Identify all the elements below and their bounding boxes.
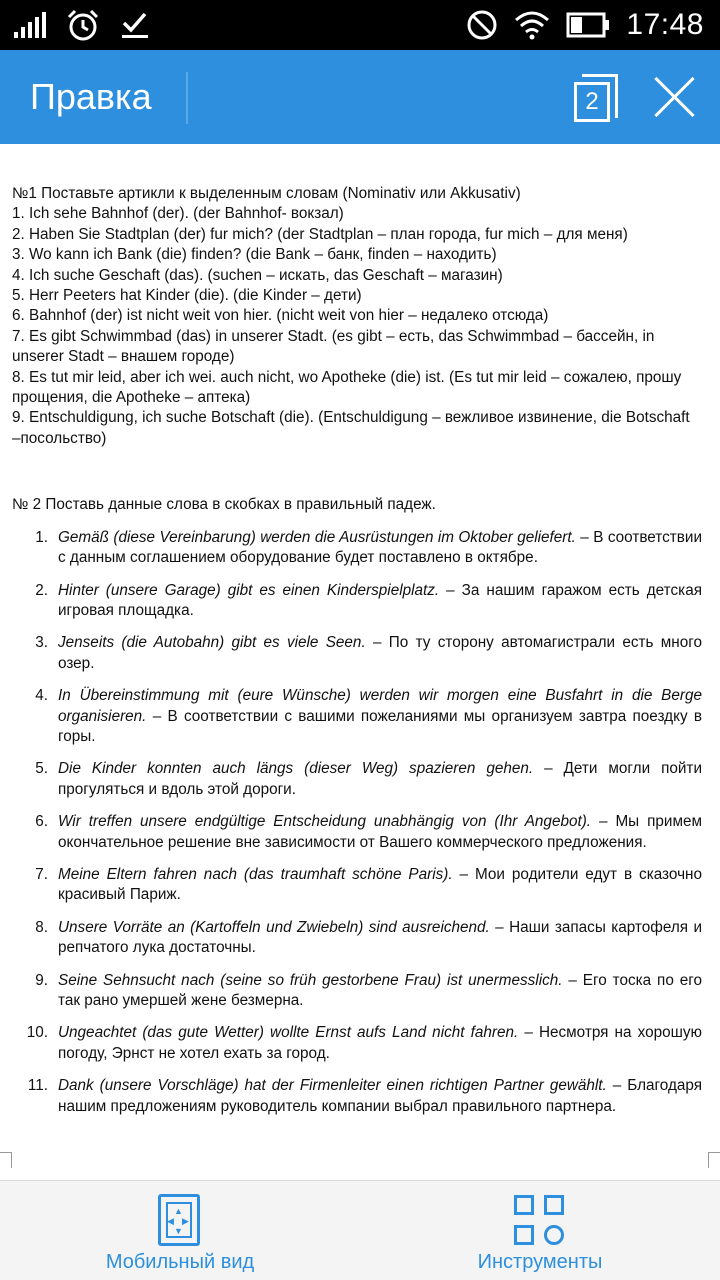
article-answer: (die) <box>279 409 310 427</box>
german-sentence: Gemäß (diese Vereinbarung) werden die Ausrüstungen im Oktober geliefert. <box>58 528 576 546</box>
list-item <box>12 1023 702 1064</box>
battery-icon <box>566 12 610 38</box>
mobile-view-label: Мобильный вид <box>105 1251 255 1273</box>
article-answer: (das) <box>176 327 211 345</box>
exercise-1-line: 8. Es tut mir leid, aber ich wei. auch nicht, wo Apotheke (die) ist. (Es tut mir leid – сожалею, прошу прощения, die Apotheke – аптека) <box>12 368 682 407</box>
german-sentence: Seine Sehnsucht nach (seine so früh gestorbene Frau) ist unermesslich. <box>58 971 563 989</box>
tools-button[interactable] <box>360 1181 720 1280</box>
list-item <box>12 865 702 906</box>
list-item-number: 11. <box>27 1077 48 1095</box>
german-sentence: Meine Eltern fahren nach (das traumhaft schöne Paris). <box>58 865 453 883</box>
list-item <box>12 812 702 853</box>
exercise-1-line: 4. Ich suche Geschaft (das). (suchen – искать, das Geschaft – магазин) <box>12 266 503 284</box>
exercise-2 <box>12 495 702 1117</box>
tools-label: Инструменты <box>477 1251 603 1273</box>
divider <box>186 72 188 124</box>
page-corner-right <box>708 1152 720 1168</box>
list-item-number: 8. <box>35 918 48 936</box>
list-item-number: 9. <box>35 971 48 989</box>
article-answer: (das) <box>164 266 200 284</box>
list-item <box>12 759 702 800</box>
exercise-1-line: 7. Es gibt Schwimmbad (das) in unserer Stadt. (es gibt – есть, das Schwimmbad – бассейн, in unserer Stadt – внашем городе) <box>12 327 655 366</box>
translation: – Благодаря нашим предложениям руководитель компании выбрал правильного партнера. <box>58 1077 702 1115</box>
exercise-1-line: 9. Entschuldigung, ich suche Botschaft (die). (Entschuldigung – вежливое извинение, die Botschaft –посольство) <box>12 409 690 447</box>
list-item <box>12 633 702 674</box>
article-answer: (die) <box>193 287 225 305</box>
translation: – Мои родители едут в сказочно красивый Париж. <box>58 865 702 904</box>
list-item <box>12 971 702 1012</box>
mobile-view-button[interactable] <box>0 1181 360 1280</box>
german-sentence: In Übereinstimmung mit (eure Wünsche) werden wir morgen eine Busfahrt in die Berge organisieren. <box>58 687 702 725</box>
tools-icon <box>514 1195 566 1247</box>
exercise-1-line: 5. Herr Peeters hat Kinder (die). (die Kinder – дети) <box>12 287 362 305</box>
german-sentence: Die Kinder konnten auch längs (dieser Weg) spazieren gehen. <box>58 760 534 778</box>
german-sentence: Ungeachtet (das gute Wetter) wollte Ernst aufs Land nicht fahren. <box>58 1024 519 1042</box>
bottom-toolbar <box>0 1180 720 1280</box>
german-sentence: Dank (unsere Vorschläge) hat der Firmenleiter einen richtigen Partner gewählt. <box>58 1077 607 1095</box>
article-answer: (der) <box>90 307 123 325</box>
check-icon <box>120 10 150 40</box>
exercise-1-line: 1. Ich sehe Bahnhof (der). (der Bahnhof- вокзал) <box>12 205 344 223</box>
clock: 17:48 <box>626 8 704 41</box>
exercise-2-title: № 2 Поставь данные слова в скобках в правильный падеж. <box>12 496 436 514</box>
list-item <box>12 1076 702 1117</box>
app-bar <box>0 50 720 144</box>
wifi-icon <box>514 10 550 40</box>
translation: – Несмотря на хорошую погоду, Эрнст не хотел ехать за город. <box>58 1024 703 1062</box>
mobile-view-icon: ▲ ▼ ◀ ▶ <box>158 1194 200 1246</box>
translation: – За нашим гаражом есть детская игровая площадка. <box>58 581 702 619</box>
list-item-number: 5. <box>35 760 48 778</box>
translation: – По ту сторону автомагистрали есть много озер. <box>58 634 703 672</box>
page-corner-left <box>0 1152 12 1168</box>
list-item-number: 3. <box>35 634 48 652</box>
translation: – Наши запасы картофеля и репчатого лука достаточны. <box>58 918 702 957</box>
list-item-number: 7. <box>35 865 48 883</box>
german-sentence: Wir treffen unsere endgültige Entscheidung unabhängig von (Ihr Angebot). <box>58 813 592 831</box>
article-answer: (die) <box>390 368 421 386</box>
german-sentence: Hinter (unsere Garage) gibt es einen Kinderspielplatz. <box>58 581 440 599</box>
list-item <box>12 918 702 959</box>
translation: – В соответствии с данным соглашением оборудование будет поставлено в октябре. <box>58 528 702 567</box>
pages-button[interactable] <box>570 72 622 124</box>
list-item-number: 2. <box>35 581 48 599</box>
page-title: Правка <box>30 76 152 117</box>
german-sentence: Jenseits (die Autobahn) gibt es viele Seen. <box>58 634 366 652</box>
translation: – В соответствии с вашими пожеланиями мы организуем завтра поездку в горы. <box>58 707 702 745</box>
exercise-1-line: 3. Wo kann ich Bank (die) finden? (die Bank – банк, finden – находить) <box>12 246 497 264</box>
list-item-number: 6. <box>35 813 48 831</box>
status-bar <box>0 0 720 50</box>
translation: – Мы примем окончательное решение вне зависимости от Вашего коммерческого предложения. <box>58 813 702 851</box>
article-answer: (der) <box>173 225 206 243</box>
list-item <box>12 686 702 747</box>
list-item-number: 10. <box>26 1024 48 1042</box>
signal-icon <box>14 12 46 38</box>
german-sentence: Unsere Vorräte an (Kartoffeln und Zwiebeln) sind ausreichend. <box>58 918 490 936</box>
translation: – Дети могли пойти прогуляться и вдоль этой дороги. <box>58 760 702 798</box>
article-answer: (der) <box>152 205 185 223</box>
list-item <box>12 528 702 569</box>
exercise-1-line: 6. Bahnhof (der) ist nicht weit von hier. (nicht weit von hier – недалеко отсюда) <box>12 307 549 325</box>
exercise-1-title: №1 Поставьте артикли к выделенным словам (Nominativ или Akkusativ) <box>12 185 521 202</box>
pages-count: 2 <box>574 82 610 122</box>
article-answer: (die) <box>156 246 187 264</box>
list-item <box>12 581 702 622</box>
translation: – Его тоска по его так рано умершей жене безмерна. <box>58 971 702 1009</box>
exercise-1 <box>12 184 702 449</box>
list-item-number: 4. <box>35 687 48 705</box>
exercise-1-line: 2. Haben Sie Stadtplan (der) fur mich? (der Stadtplan – план города, fur mich – для меня) <box>12 225 628 243</box>
do-not-disturb-icon <box>466 9 498 41</box>
close-icon[interactable] <box>652 74 698 120</box>
alarm-icon <box>66 8 100 42</box>
document-view[interactable] <box>0 144 720 1156</box>
list-item-number: 1. <box>35 528 48 546</box>
